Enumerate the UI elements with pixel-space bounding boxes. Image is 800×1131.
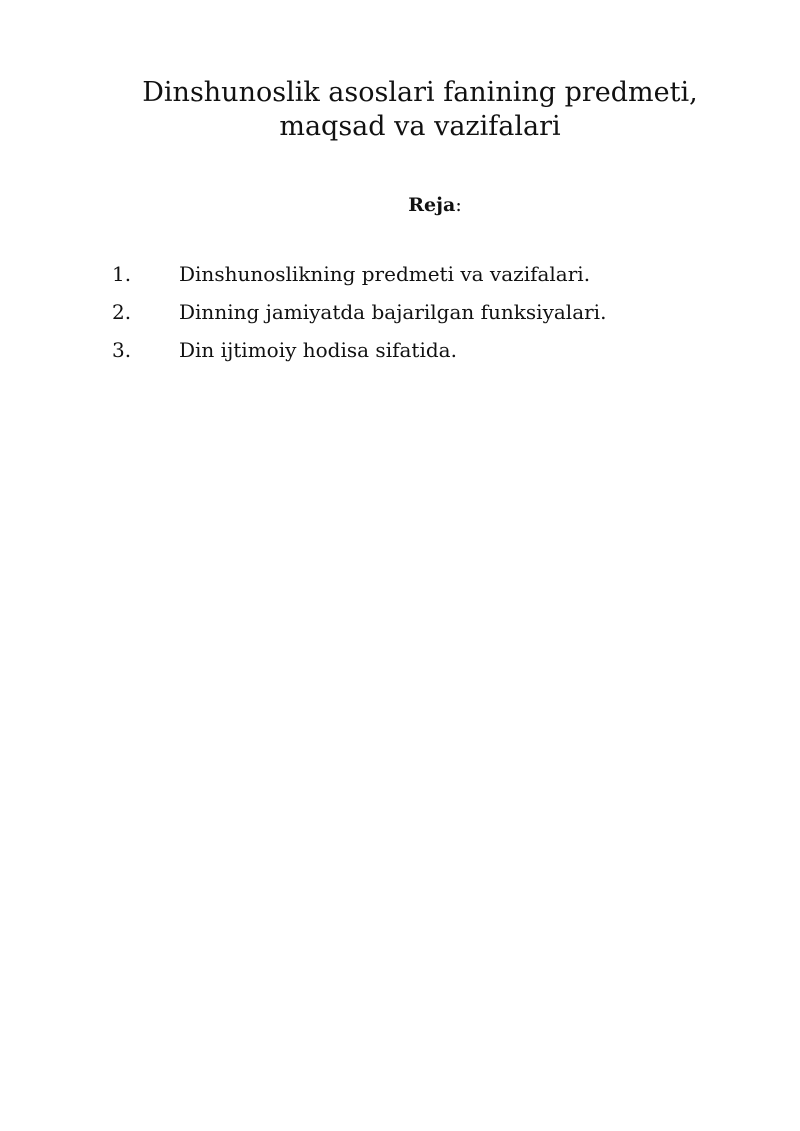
plan-colon: : [455,194,462,216]
plan-item-number: 3. [112,338,132,362]
document-title [110,76,730,144]
plan-item [112,338,606,376]
plan-label: Reja [408,194,456,216]
plan-item [112,262,606,300]
plan-item-text: Din ijtimoiy hodisa sifatida. [179,338,457,362]
plan-item-number: 2. [112,300,132,324]
plan-item-text: Dinshunoslikning predmeti va vazifalari. [179,262,591,286]
plan-list [112,262,606,376]
plan-item [112,300,606,338]
plan-item-text: Dinning jamiyatda bajarilgan funksiyalari. [179,300,607,324]
title-line-2: maqsad va vazifalari [279,111,561,142]
plan-heading [0,193,800,217]
plan-item-number: 1. [112,262,132,286]
title-line-1: Dinshunoslik asoslari fanining predmeti, [142,77,698,108]
